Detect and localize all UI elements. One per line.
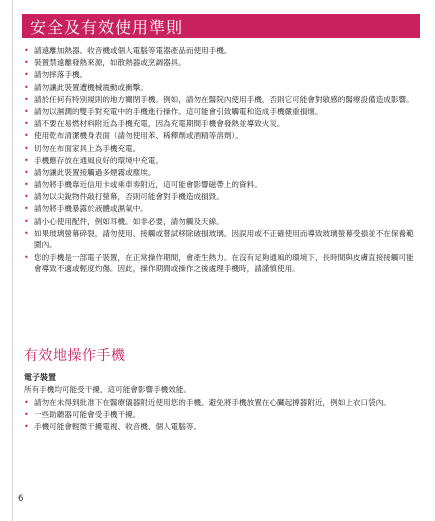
bullet-icon: • [24,155,29,165]
list-item-text: 請小心使用配件，例如耳機。如非必要，請勿觸及天線。 [34,216,224,226]
bullet-icon: • [24,228,29,238]
list-item-text: 請不要在易燃材料附近為手機充電，因為充電期間手機會發熱並導致火災。 [34,119,285,129]
list-item [22,167,420,179]
list-item-text: 請勿將手機靠近信用卡或乘車劵附近，這可能會影響磁帶上的資料。 [34,180,262,190]
bullet-icon: • [24,70,29,80]
list-item [22,409,420,421]
list-item-text: 請勿在未得到批准下在醫療儀器附近使用您的手機。避免將手機放置在心臟起搏器附近，例如上衣口袋內。 [34,398,391,407]
safety-list [22,45,420,275]
bullet-icon: • [24,119,29,129]
list-item-text: 請勿摔落手機。 [34,70,88,80]
section-header-bar [22,14,420,38]
list-item-text: 請勿將手機暴露於液體或濕氣中。 [34,204,148,214]
bullet-icon: • [24,252,29,262]
list-item-text: 您的手機是一部電子裝置，在正常操作期間，會產生熱力。在沒有足夠通風的環境下，長時間與皮膚直接接觸可能會導致不適或輕度灼傷。因此，操作期間或操作之後處理手機時，請謹慎使用。 [34,252,414,274]
list-item-text: 使用乾布清潔機身表面（請勿使用苯、稀釋劑或酒精等溶劑）。 [34,131,243,141]
bullet-icon: • [24,131,29,141]
bullet-icon: • [24,216,29,226]
list-item-text: 請勿以尖銳物件敲打螢幕，否則可能會對手機造成損毀。 [34,192,224,202]
list-item-text: 請遠離加熱器、收音機或個人電腦等電器產品而使用手機。 [34,46,232,55]
list-item [22,216,420,228]
list-item-text: 一些助聽器可能會受手機干擾。 [34,410,141,420]
list-item [22,203,420,215]
list-item [22,57,420,69]
list-item-text: 手機應存放在通風良好的環境中充電。 [34,155,164,165]
bullet-icon: • [24,167,29,177]
bullet-icon: • [24,422,29,432]
bullet-icon: • [24,204,29,214]
list-item [22,179,420,191]
page-margin-line [12,0,13,521]
page-number: 6 [18,494,24,504]
page-title: 安全及有效使用準則 [30,17,184,37]
bullet-icon: • [24,58,29,68]
bullet-icon: • [24,180,29,190]
list-item [22,421,420,433]
list-item-text: 請勿讓此裝置接觸過多煙霧或塵埃。 [34,167,156,177]
list-item [22,69,420,81]
list-item [22,155,420,167]
list-item [22,397,420,409]
electronics-list [22,397,420,434]
bullet-icon: • [24,398,29,407]
list-item-text: 切勿在布面家具上為手機充電。 [34,143,141,153]
list-item [22,228,420,251]
list-item [22,94,420,106]
bullet-icon: • [24,82,29,92]
list-item-text: 請勿以濕潤的雙手對充電中的手機進行操作。這可能會引致觸電和造成手機嚴重損壞。 [34,106,323,116]
list-item [22,252,420,275]
list-item-text: 如果玻璃螢幕碎裂，請勿使用、接觸或嘗試移除破損玻璃。因誤用或不正確使用而導致玻璃螢幕受損並不在保養範圍內。 [34,228,414,250]
list-item-text: 手機可能會輕微干擾電視、收音機、個人電腦等。 [34,422,202,432]
bullet-icon: • [24,410,29,420]
list-item [22,45,420,57]
bullet-icon: • [24,106,29,116]
intro-text: 所有手機均可能受干擾，這可能會影響手機效能。 [24,385,192,394]
list-item [22,82,420,94]
list-item [22,130,420,142]
subsection-heading: 電子裝置 [24,373,56,382]
list-item-text: 請勿讓此裝置遭機械震動或衝擊。 [34,82,148,92]
list-item [22,106,420,118]
bullet-icon: • [24,46,29,55]
list-item-text: 裝置禁遠離發熱來源，如散熱器或烹調器具。 [34,58,186,68]
bullet-icon: • [24,143,29,153]
list-item-text: 請於任何有特別規則的地方關閉手機。例如，請勿在醫院內使用手機，否則它可能會對敏感的醫療設備造成影響。 [34,94,414,104]
list-item [22,118,420,130]
bullet-icon: • [24,192,29,202]
section-title: 有效地操作手機 [24,348,126,364]
list-item [22,143,420,155]
list-item [22,191,420,203]
bullet-icon: • [24,94,29,104]
